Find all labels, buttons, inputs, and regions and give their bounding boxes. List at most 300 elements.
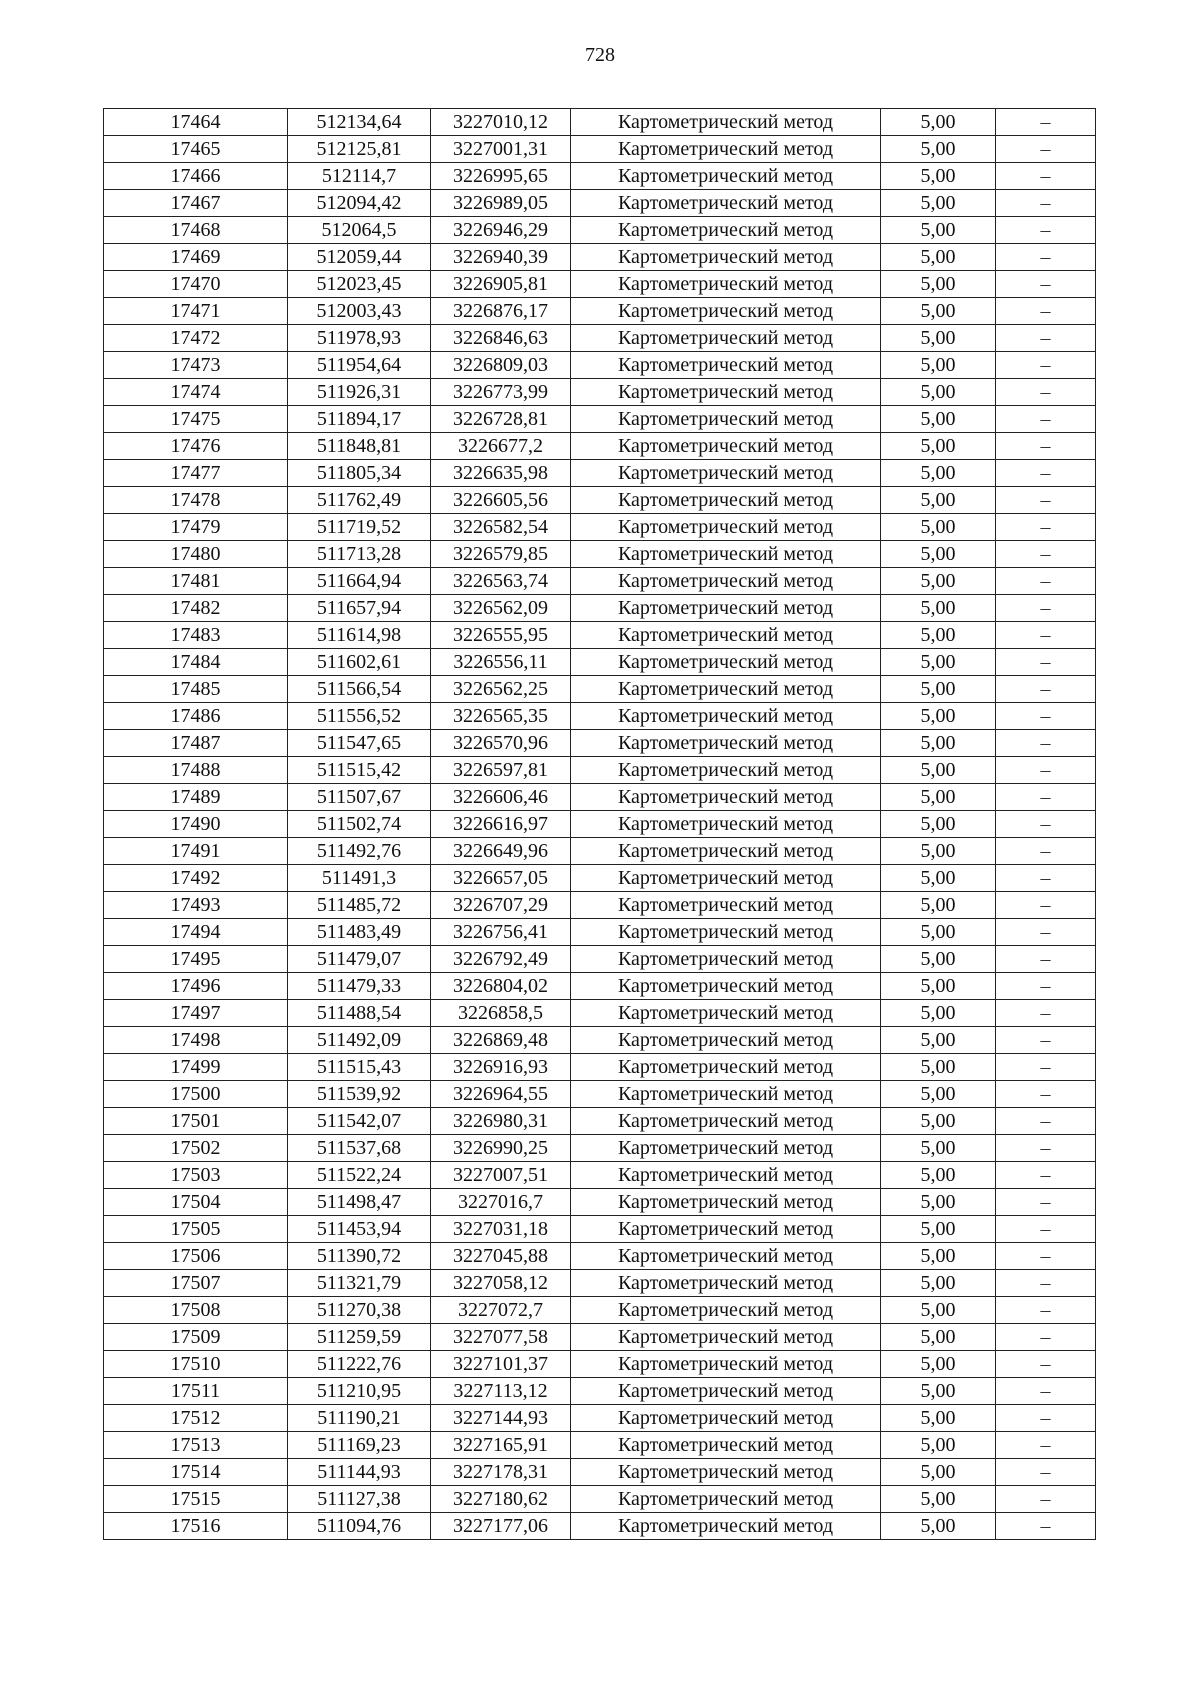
accuracy-cell: 5,00 [881, 109, 996, 136]
table-row [104, 946, 1096, 973]
x-coordinate-cell: 511144,93 [288, 1459, 431, 1486]
table-row [104, 649, 1096, 676]
method-cell: Картометрический метод [571, 811, 881, 838]
accuracy-cell: 5,00 [881, 838, 996, 865]
y-coordinate-cell: 3226756,41 [431, 919, 571, 946]
note-cell: – [996, 1270, 1096, 1297]
y-coordinate-cell: 3226858,5 [431, 1000, 571, 1027]
note-cell: – [996, 1081, 1096, 1108]
method-cell: Картометрический метод [571, 1297, 881, 1324]
method-cell: Картометрический метод [571, 325, 881, 352]
accuracy-cell: 5,00 [881, 1324, 996, 1351]
note-cell: – [996, 730, 1096, 757]
point-number-cell: 17477 [104, 460, 288, 487]
accuracy-cell: 5,00 [881, 1459, 996, 1486]
point-number-cell: 17500 [104, 1081, 288, 1108]
x-coordinate-cell: 511978,93 [288, 325, 431, 352]
x-coordinate-cell: 511515,43 [288, 1054, 431, 1081]
y-coordinate-cell: 3226677,2 [431, 433, 571, 460]
note-cell: – [996, 676, 1096, 703]
x-coordinate-cell: 511719,52 [288, 514, 431, 541]
method-cell: Картометрический метод [571, 595, 881, 622]
x-coordinate-cell: 511479,33 [288, 973, 431, 1000]
note-cell: – [996, 622, 1096, 649]
y-coordinate-cell: 3227178,31 [431, 1459, 571, 1486]
table-row [104, 1162, 1096, 1189]
point-number-cell: 17498 [104, 1027, 288, 1054]
y-coordinate-cell: 3226916,93 [431, 1054, 571, 1081]
method-cell: Картометрический метод [571, 1162, 881, 1189]
note-cell: – [996, 298, 1096, 325]
y-coordinate-cell: 3227031,18 [431, 1216, 571, 1243]
accuracy-cell: 5,00 [881, 1189, 996, 1216]
point-number-cell: 17476 [104, 433, 288, 460]
note-cell: – [996, 460, 1096, 487]
x-coordinate-cell: 511259,59 [288, 1324, 431, 1351]
accuracy-cell: 5,00 [881, 1270, 996, 1297]
y-coordinate-cell: 3227177,06 [431, 1513, 571, 1540]
table-row [104, 1270, 1096, 1297]
x-coordinate-cell: 511556,52 [288, 703, 431, 730]
accuracy-cell: 5,00 [881, 136, 996, 163]
note-cell: – [996, 1513, 1096, 1540]
y-coordinate-cell: 3226555,95 [431, 622, 571, 649]
point-number-cell: 17472 [104, 325, 288, 352]
x-coordinate-cell: 511479,07 [288, 946, 431, 973]
point-number-cell: 17495 [104, 946, 288, 973]
point-number-cell: 17491 [104, 838, 288, 865]
method-cell: Картометрический метод [571, 244, 881, 271]
page-number: 728 [585, 44, 615, 66]
x-coordinate-cell: 511321,79 [288, 1270, 431, 1297]
table-row [104, 676, 1096, 703]
x-coordinate-cell: 511270,38 [288, 1297, 431, 1324]
method-cell: Картометрический метод [571, 1513, 881, 1540]
x-coordinate-cell: 511498,47 [288, 1189, 431, 1216]
table-row [104, 784, 1096, 811]
accuracy-cell: 5,00 [881, 595, 996, 622]
accuracy-cell: 5,00 [881, 703, 996, 730]
method-cell: Картометрический метод [571, 1270, 881, 1297]
method-cell: Картометрический метод [571, 190, 881, 217]
point-number-cell: 17511 [104, 1378, 288, 1405]
point-number-cell: 17505 [104, 1216, 288, 1243]
accuracy-cell: 5,00 [881, 298, 996, 325]
x-coordinate-cell: 511848,81 [288, 433, 431, 460]
accuracy-cell: 5,00 [881, 1162, 996, 1189]
coordinates-table [103, 108, 1096, 1540]
x-coordinate-cell: 511492,76 [288, 838, 431, 865]
point-number-cell: 17486 [104, 703, 288, 730]
x-coordinate-cell: 511602,61 [288, 649, 431, 676]
note-cell: – [996, 1162, 1096, 1189]
point-number-cell: 17480 [104, 541, 288, 568]
table-row [104, 514, 1096, 541]
x-coordinate-cell: 511522,24 [288, 1162, 431, 1189]
table-row [104, 1432, 1096, 1459]
accuracy-cell: 5,00 [881, 1054, 996, 1081]
point-number-cell: 17474 [104, 379, 288, 406]
x-coordinate-cell: 512125,81 [288, 136, 431, 163]
method-cell: Картометрический метод [571, 973, 881, 1000]
method-cell: Картометрический метод [571, 433, 881, 460]
accuracy-cell: 5,00 [881, 1405, 996, 1432]
method-cell: Картометрический метод [571, 298, 881, 325]
note-cell: – [996, 1027, 1096, 1054]
point-number-cell: 17507 [104, 1270, 288, 1297]
y-coordinate-cell: 3226846,63 [431, 325, 571, 352]
method-cell: Картометрический метод [571, 352, 881, 379]
point-number-cell: 17508 [104, 1297, 288, 1324]
note-cell: – [996, 190, 1096, 217]
method-cell: Картометрический метод [571, 1432, 881, 1459]
accuracy-cell: 5,00 [881, 244, 996, 271]
coordinates-table-body [104, 109, 1096, 1540]
y-coordinate-cell: 3226809,03 [431, 352, 571, 379]
method-cell: Картометрический метод [571, 946, 881, 973]
point-number-cell: 17515 [104, 1486, 288, 1513]
table-row [104, 271, 1096, 298]
x-coordinate-cell: 511539,92 [288, 1081, 431, 1108]
accuracy-cell: 5,00 [881, 1486, 996, 1513]
note-cell: – [996, 1351, 1096, 1378]
table-row [104, 298, 1096, 325]
table-row [104, 1189, 1096, 1216]
note-cell: – [996, 1054, 1096, 1081]
x-coordinate-cell: 511502,74 [288, 811, 431, 838]
x-coordinate-cell: 511894,17 [288, 406, 431, 433]
accuracy-cell: 5,00 [881, 1081, 996, 1108]
note-cell: – [996, 325, 1096, 352]
accuracy-cell: 5,00 [881, 271, 996, 298]
accuracy-cell: 5,00 [881, 784, 996, 811]
method-cell: Картометрический метод [571, 109, 881, 136]
table-row [104, 892, 1096, 919]
table-row [104, 865, 1096, 892]
x-coordinate-cell: 511614,98 [288, 622, 431, 649]
accuracy-cell: 5,00 [881, 973, 996, 1000]
note-cell: – [996, 1243, 1096, 1270]
y-coordinate-cell: 3227016,7 [431, 1189, 571, 1216]
table-row [104, 460, 1096, 487]
table-row [104, 217, 1096, 244]
accuracy-cell: 5,00 [881, 946, 996, 973]
point-number-cell: 17475 [104, 406, 288, 433]
point-number-cell: 17493 [104, 892, 288, 919]
method-cell: Картометрический метод [571, 622, 881, 649]
y-coordinate-cell: 3226773,99 [431, 379, 571, 406]
table-row [104, 973, 1096, 1000]
table-row [104, 1405, 1096, 1432]
y-coordinate-cell: 3226563,74 [431, 568, 571, 595]
y-coordinate-cell: 3226562,25 [431, 676, 571, 703]
note-cell: – [996, 568, 1096, 595]
x-coordinate-cell: 511485,72 [288, 892, 431, 919]
y-coordinate-cell: 3226905,81 [431, 271, 571, 298]
x-coordinate-cell: 511954,64 [288, 352, 431, 379]
y-coordinate-cell: 3226570,96 [431, 730, 571, 757]
note-cell: – [996, 109, 1096, 136]
note-cell: – [996, 595, 1096, 622]
y-coordinate-cell: 3226995,65 [431, 163, 571, 190]
note-cell: – [996, 352, 1096, 379]
table-row [104, 730, 1096, 757]
note-cell: – [996, 406, 1096, 433]
x-coordinate-cell: 512059,44 [288, 244, 431, 271]
table-row [104, 1000, 1096, 1027]
note-cell: – [996, 1297, 1096, 1324]
method-cell: Картометрический метод [571, 1486, 881, 1513]
point-number-cell: 17479 [104, 514, 288, 541]
method-cell: Картометрический метод [571, 379, 881, 406]
accuracy-cell: 5,00 [881, 1297, 996, 1324]
y-coordinate-cell: 3227113,12 [431, 1378, 571, 1405]
x-coordinate-cell: 511657,94 [288, 595, 431, 622]
y-coordinate-cell: 3227077,58 [431, 1324, 571, 1351]
accuracy-cell: 5,00 [881, 568, 996, 595]
point-number-cell: 17516 [104, 1513, 288, 1540]
y-coordinate-cell: 3226964,55 [431, 1081, 571, 1108]
point-number-cell: 17471 [104, 298, 288, 325]
accuracy-cell: 5,00 [881, 433, 996, 460]
note-cell: – [996, 271, 1096, 298]
note-cell: – [996, 973, 1096, 1000]
y-coordinate-cell: 3227144,93 [431, 1405, 571, 1432]
method-cell: Картометрический метод [571, 406, 881, 433]
table-row [104, 838, 1096, 865]
accuracy-cell: 5,00 [881, 892, 996, 919]
note-cell: – [996, 136, 1096, 163]
x-coordinate-cell: 512094,42 [288, 190, 431, 217]
accuracy-cell: 5,00 [881, 1513, 996, 1540]
table-row [104, 622, 1096, 649]
y-coordinate-cell: 3226597,81 [431, 757, 571, 784]
point-number-cell: 17487 [104, 730, 288, 757]
table-row [104, 541, 1096, 568]
point-number-cell: 17512 [104, 1405, 288, 1432]
table-row [104, 109, 1096, 136]
y-coordinate-cell: 3227045,88 [431, 1243, 571, 1270]
point-number-cell: 17468 [104, 217, 288, 244]
note-cell: – [996, 865, 1096, 892]
x-coordinate-cell: 511453,94 [288, 1216, 431, 1243]
method-cell: Картометрический метод [571, 163, 881, 190]
method-cell: Картометрический метод [571, 568, 881, 595]
point-number-cell: 17499 [104, 1054, 288, 1081]
point-number-cell: 17490 [104, 811, 288, 838]
method-cell: Картометрический метод [571, 892, 881, 919]
table-row [104, 1108, 1096, 1135]
method-cell: Картометрический метод [571, 1081, 881, 1108]
method-cell: Картометрический метод [571, 649, 881, 676]
table-row [104, 811, 1096, 838]
table-row [104, 1486, 1096, 1513]
note-cell: – [996, 757, 1096, 784]
note-cell: – [996, 919, 1096, 946]
point-number-cell: 17513 [104, 1432, 288, 1459]
x-coordinate-cell: 512114,7 [288, 163, 431, 190]
note-cell: – [996, 703, 1096, 730]
accuracy-cell: 5,00 [881, 541, 996, 568]
y-coordinate-cell: 3226876,17 [431, 298, 571, 325]
accuracy-cell: 5,00 [881, 1108, 996, 1135]
table-row [104, 1027, 1096, 1054]
y-coordinate-cell: 3226946,29 [431, 217, 571, 244]
table-row [104, 1351, 1096, 1378]
y-coordinate-cell: 3226579,85 [431, 541, 571, 568]
table-row [104, 325, 1096, 352]
point-number-cell: 17494 [104, 919, 288, 946]
method-cell: Картометрический метод [571, 1324, 881, 1351]
x-coordinate-cell: 511488,54 [288, 1000, 431, 1027]
table-row [104, 244, 1096, 271]
table-row [104, 1216, 1096, 1243]
table-row [104, 1243, 1096, 1270]
accuracy-cell: 5,00 [881, 1027, 996, 1054]
x-coordinate-cell: 511664,94 [288, 568, 431, 595]
note-cell: – [996, 1108, 1096, 1135]
table-row [104, 1378, 1096, 1405]
note-cell: – [996, 379, 1096, 406]
note-cell: – [996, 1486, 1096, 1513]
method-cell: Картометрический метод [571, 1351, 881, 1378]
accuracy-cell: 5,00 [881, 1378, 996, 1405]
table-row [104, 1081, 1096, 1108]
method-cell: Картометрический метод [571, 217, 881, 244]
accuracy-cell: 5,00 [881, 811, 996, 838]
y-coordinate-cell: 3226989,05 [431, 190, 571, 217]
x-coordinate-cell: 512003,43 [288, 298, 431, 325]
y-coordinate-cell: 3226980,31 [431, 1108, 571, 1135]
x-coordinate-cell: 511222,76 [288, 1351, 431, 1378]
x-coordinate-cell: 511390,72 [288, 1243, 431, 1270]
accuracy-cell: 5,00 [881, 1243, 996, 1270]
method-cell: Картометрический метод [571, 1135, 881, 1162]
y-coordinate-cell: 3227007,51 [431, 1162, 571, 1189]
accuracy-cell: 5,00 [881, 1000, 996, 1027]
y-coordinate-cell: 3226649,96 [431, 838, 571, 865]
table-row [104, 406, 1096, 433]
point-number-cell: 17488 [104, 757, 288, 784]
note-cell: – [996, 649, 1096, 676]
note-cell: – [996, 1135, 1096, 1162]
point-number-cell: 17496 [104, 973, 288, 1000]
table-row [104, 757, 1096, 784]
method-cell: Картометрический метод [571, 1189, 881, 1216]
method-cell: Картометрический метод [571, 703, 881, 730]
y-coordinate-cell: 3227101,37 [431, 1351, 571, 1378]
point-number-cell: 17503 [104, 1162, 288, 1189]
accuracy-cell: 5,00 [881, 622, 996, 649]
note-cell: – [996, 217, 1096, 244]
accuracy-cell: 5,00 [881, 757, 996, 784]
accuracy-cell: 5,00 [881, 190, 996, 217]
method-cell: Картометрический метод [571, 136, 881, 163]
accuracy-cell: 5,00 [881, 379, 996, 406]
table-row [104, 1513, 1096, 1540]
accuracy-cell: 5,00 [881, 1432, 996, 1459]
y-coordinate-cell: 3227180,62 [431, 1486, 571, 1513]
note-cell: – [996, 163, 1096, 190]
point-number-cell: 17467 [104, 190, 288, 217]
point-number-cell: 17473 [104, 352, 288, 379]
x-coordinate-cell: 512064,5 [288, 217, 431, 244]
method-cell: Картометрический метод [571, 1027, 881, 1054]
method-cell: Картометрический метод [571, 271, 881, 298]
y-coordinate-cell: 3226635,98 [431, 460, 571, 487]
table-row [104, 190, 1096, 217]
x-coordinate-cell: 511169,23 [288, 1432, 431, 1459]
point-number-cell: 17482 [104, 595, 288, 622]
note-cell: – [996, 838, 1096, 865]
table-row [104, 379, 1096, 406]
x-coordinate-cell: 512134,64 [288, 109, 431, 136]
y-coordinate-cell: 3226606,46 [431, 784, 571, 811]
point-number-cell: 17502 [104, 1135, 288, 1162]
note-cell: – [996, 1189, 1096, 1216]
point-number-cell: 17469 [104, 244, 288, 271]
x-coordinate-cell: 511127,38 [288, 1486, 431, 1513]
accuracy-cell: 5,00 [881, 1135, 996, 1162]
x-coordinate-cell: 511542,07 [288, 1108, 431, 1135]
method-cell: Картометрический метод [571, 541, 881, 568]
method-cell: Картометрический метод [571, 1054, 881, 1081]
note-cell: – [996, 514, 1096, 541]
x-coordinate-cell: 511190,21 [288, 1405, 431, 1432]
y-coordinate-cell: 3226728,81 [431, 406, 571, 433]
note-cell: – [996, 811, 1096, 838]
y-coordinate-cell: 3226940,39 [431, 244, 571, 271]
point-number-cell: 17489 [104, 784, 288, 811]
accuracy-cell: 5,00 [881, 217, 996, 244]
note-cell: – [996, 487, 1096, 514]
note-cell: – [996, 541, 1096, 568]
accuracy-cell: 5,00 [881, 1351, 996, 1378]
x-coordinate-cell: 511491,3 [288, 865, 431, 892]
method-cell: Картометрический метод [571, 1405, 881, 1432]
accuracy-cell: 5,00 [881, 460, 996, 487]
point-number-cell: 17509 [104, 1324, 288, 1351]
method-cell: Картометрический метод [571, 514, 881, 541]
table-row [104, 1135, 1096, 1162]
y-coordinate-cell: 3226869,48 [431, 1027, 571, 1054]
point-number-cell: 17478 [104, 487, 288, 514]
y-coordinate-cell: 3226990,25 [431, 1135, 571, 1162]
table-row [104, 433, 1096, 460]
y-coordinate-cell: 3226657,05 [431, 865, 571, 892]
note-cell: – [996, 1216, 1096, 1243]
method-cell: Картометрический метод [571, 1000, 881, 1027]
method-cell: Картометрический метод [571, 1243, 881, 1270]
point-number-cell: 17484 [104, 649, 288, 676]
y-coordinate-cell: 3227010,12 [431, 109, 571, 136]
note-cell: – [996, 784, 1096, 811]
point-number-cell: 17510 [104, 1351, 288, 1378]
y-coordinate-cell: 3226605,56 [431, 487, 571, 514]
y-coordinate-cell: 3226565,35 [431, 703, 571, 730]
method-cell: Картометрический метод [571, 676, 881, 703]
table-row [104, 568, 1096, 595]
y-coordinate-cell: 3227165,91 [431, 1432, 571, 1459]
table-row [104, 352, 1096, 379]
accuracy-cell: 5,00 [881, 676, 996, 703]
accuracy-cell: 5,00 [881, 865, 996, 892]
accuracy-cell: 5,00 [881, 487, 996, 514]
accuracy-cell: 5,00 [881, 352, 996, 379]
accuracy-cell: 5,00 [881, 919, 996, 946]
y-coordinate-cell: 3226804,02 [431, 973, 571, 1000]
method-cell: Картометрический метод [571, 730, 881, 757]
